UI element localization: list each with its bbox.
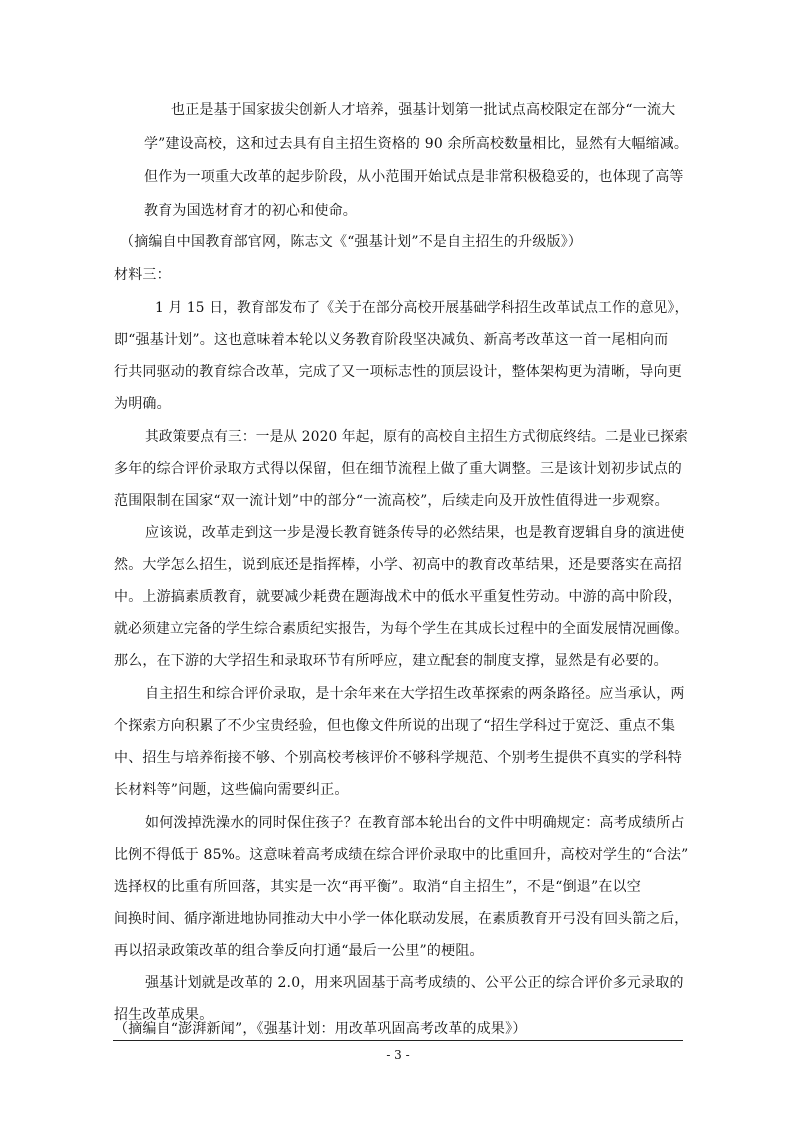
text-line: 行共同驱动的教育综合改革，完成了又一项标志性的顶层设计，整体架构更为清晰，导向更 [114,364,682,380]
text-line: 那么，在下游的大学招生和录取环节有所呼应，建立配套的制度支撑，显然是有必要的。 [114,653,668,669]
text-line: 1 月 15 日，教育部发布了《关于在部分高校开展基础学科招生改革试点工作的意见》， [155,300,689,316]
text-line: 也正是基于国家拔尖创新人才培养，强基计划第一批试点高校限定在部分“一流大 [171,102,676,118]
text-line: 然。大学怎么招生，说到底还是指挥棒，小学、初高中的教育改革结果，还是要落实在高招 [114,557,682,573]
text-line: 其政策要点有三：一是从 2020 年起，原有的高校自主招生方式彻底终结。二是业已探索 [145,429,688,445]
text-line: 应该说，改革走到这一步是漫长教育链条传导的必然结果，也是教育逻辑自身的演进使 [145,525,685,541]
text-line: 学”建设高校，这和过去具有自主招生资格的 90 余所高校数量相比，显然有大幅缩减。 [144,136,689,152]
text-line: 比例不得低于 85%。这意味着高考成绩在综合评价录取中的比重回升，高校对学生的“合法” [114,847,689,863]
text-line: 中。上游搞素质教育，就要减少耗费在题海战术中的低水平重复性劳动。中游的高中阶段， [114,589,682,605]
text-line: 再以招录政策改革的组合拳反向打通“最后一公里”的梗阻。 [114,943,484,959]
text-line: 如何泼掉洗澡水的同时保住孩子？在教育部本轮出台的文件中明确规定：高考成绩所占 [145,815,685,831]
text-line: 多年的综合评价录取方式得以保留，但在细节流程上做了重大调整。三是该计划初步试点的 [114,461,682,477]
text-line: 选择权的比重有所回落，其实是一次“再平衡”。取消“自主招生”，不是“倒退”在以空 [114,879,641,895]
section-heading: 材料三： [114,267,171,283]
text-line: 但作为一项重大改革的起步阶段，从小范围开始试点是非常积极稳妥的，也体现了高等 [144,169,684,185]
text-line: 招生改革成果。 [114,1007,214,1023]
text-line: 中、招生与培养衔接不够、个别高校考核评价不够科学规范、个别考生提供不真实的学科特 [114,750,682,766]
page-number: - 3 - [386,1048,410,1062]
text-line: 教育为国选材育才的初心和使命。 [144,203,357,219]
text-line: 长材料等”问题，这些偏向需要纠正。 [114,782,349,798]
source-citation: （摘编自中国教育部官网，陈志文《“强基计划”不是自主招生的升级版》） [120,234,583,250]
text-line: 即“强基计划”。这也意味着本轮以义务教育阶段坚决减负、新高考改革这一首一尾相向而 [114,332,669,348]
source-citation: （摘编自“澎湃新闻”，《强基计划：用改革巩固高考改革的成果》） [114,1021,527,1037]
text-line: 为明确。 [114,396,171,412]
text-line: 间换时间、循序渐进地协同推动大中小学一体化联动发展，在素质教育开弓没有回头箭之后， [114,911,689,927]
text-line: 个探索方向积累了不少宝贵经验，但也像文件所说的出现了“招生学科过于宽泛、重点不集 [114,718,676,734]
text-line: 就必须建立完备的学生综合素质纪实报告，为每个学生在其成长过程中的全面发展情况画像。 [114,621,689,637]
text-line: 范围限制在国家“双一流计划”中的部分“一流高校”，后续走向及开放性值得进一步观察。 [114,493,669,509]
text-line: 强基计划就是改革的 2.0，用来巩固基于高考成绩的、公平公正的综合评价多元录取的 [145,975,684,991]
footer-rule [113,1040,683,1041]
text-line: 自主招生和综合评价录取，是十余年来在大学招生改革探索的两条路径。应当承认，两 [145,686,685,702]
